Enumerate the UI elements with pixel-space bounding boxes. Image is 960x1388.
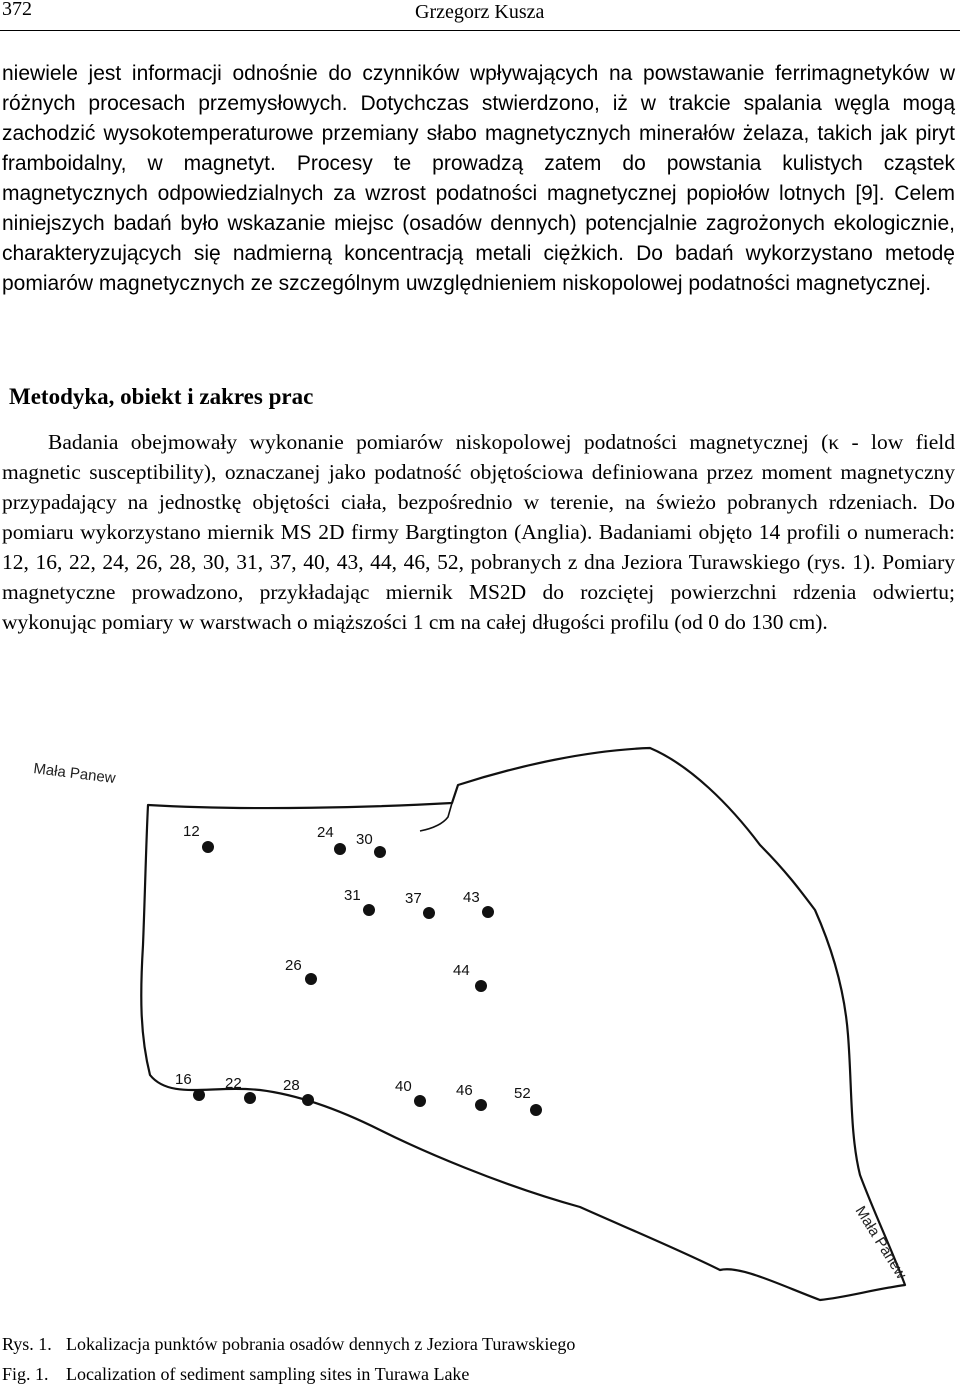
site-marker bbox=[423, 907, 435, 919]
site-label: 43 bbox=[463, 889, 480, 906]
site-label: 22 bbox=[225, 1075, 242, 1092]
site-label: 24 bbox=[317, 824, 334, 841]
site-label: 30 bbox=[356, 831, 373, 848]
sampling-sites bbox=[175, 823, 542, 1116]
section-heading: Metodyka, obiekt i zakres prac bbox=[9, 384, 314, 409]
river-label-outflow: Mała Panew bbox=[851, 1203, 910, 1283]
page-number: 372 bbox=[2, 0, 32, 20]
site-marker bbox=[475, 1099, 487, 1111]
site-marker bbox=[334, 843, 346, 855]
site-label: 26 bbox=[285, 957, 302, 974]
site-label: 37 bbox=[405, 890, 422, 907]
figure-caption-english bbox=[2, 1363, 469, 1385]
site-label: 28 bbox=[283, 1077, 300, 1094]
site-marker bbox=[482, 906, 494, 918]
body-paragraph-1: niewiele jest informacji odnośnie do czynników wpływających na powstawanie ferrimagnetyków w różnych procesach przemysłowych. Dotychczas stwierdzono, iż w trakcie spalania węgla mogą zachodzić wysokotemperaturowe przemiany słabo magnetycznych minerałów żelaza, takich jak piryt framboidalny, w magnetyt. Procesy te prowadzą zatem do powstania kulistych cząstek magnetycznych odpowiedzialnych za wzrost podatności magnetycznej popiołów lotnych [9]. Celem niniejszych badań było wskazanie miejsc (osadów dennych) potencjalnie zagrożonych ekologicznie, charakteryzujących się nadmierną koncentracją metali ciężkich. Do badań wykorzystano metodę pomiarów magnetycznych ze szczególnym uwzględnieniem niskopolowej podatności magnetycznej. bbox=[2, 62, 955, 295]
site-label: 46 bbox=[456, 1082, 473, 1099]
header-rule bbox=[0, 30, 960, 31]
figure-caption-polish bbox=[2, 1333, 575, 1355]
body-paragraph-2: Badania obejmowały wykonanie pomiarów niskopolowej podatności magnetycznej (κ - low field magnetic susceptibility), oznaczanej jako podatność objętościowa definiowana przez moment magnetyczny przypadający na jednostkę objętości ciała, bezpośrednio w terenie, na świeżo pobranych rdzeniach. Do pomiaru wykorzystano miernik MS 2D firmy Bargtington (Anglia). Badaniami objęto 14 profili o numerach: 12, 16, 22, 24, 26, 28, 30, 31, 37, 40, 43, 44, 46, 52, pobranych z dna Jeziora Turawskiego (rys. 1). Pomiary magnetyczne prowadzono, przykładając miernik MS2D do rozciętej powierzchni rdzenia odwiertu; wykonując pomiary w warstwach o miąższości 1 cm na całej długości profilu (od 0 do 130 cm). bbox=[2, 430, 955, 634]
site-label: 31 bbox=[344, 887, 361, 904]
site-marker bbox=[475, 980, 487, 992]
site-marker bbox=[530, 1104, 542, 1116]
site-label: 44 bbox=[453, 962, 470, 979]
site-marker bbox=[414, 1095, 426, 1107]
site-marker bbox=[302, 1094, 314, 1106]
site-marker bbox=[202, 841, 214, 853]
river-label-inflow: Mała Panew bbox=[32, 760, 117, 788]
site-label: 52 bbox=[514, 1085, 531, 1102]
caption-text: Localization of sediment sampling sites in Turawa Lake bbox=[66, 1364, 470, 1384]
site-label: 16 bbox=[175, 1071, 192, 1088]
site-label: 40 bbox=[395, 1078, 412, 1095]
site-marker bbox=[193, 1089, 205, 1101]
lake-shoreline-notch bbox=[420, 803, 452, 831]
lake-map-figure bbox=[0, 745, 960, 1305]
caption-prefix: Rys. 1. bbox=[2, 1334, 52, 1354]
lake-shoreline bbox=[141, 748, 905, 1300]
caption-text: Lokalizacja punktów pobrania osadów dennych z Jeziora Turawskiego bbox=[66, 1334, 576, 1354]
lake-map bbox=[0, 745, 960, 1305]
running-head-author: Grzegorz Kusza bbox=[415, 1, 545, 23]
caption-prefix: Fig. 1. bbox=[2, 1364, 49, 1384]
site-marker bbox=[374, 846, 386, 858]
site-marker bbox=[363, 904, 375, 916]
site-label: 12 bbox=[183, 823, 200, 840]
site-marker bbox=[305, 973, 317, 985]
site-marker bbox=[244, 1092, 256, 1104]
running-head bbox=[0, 0, 960, 30]
